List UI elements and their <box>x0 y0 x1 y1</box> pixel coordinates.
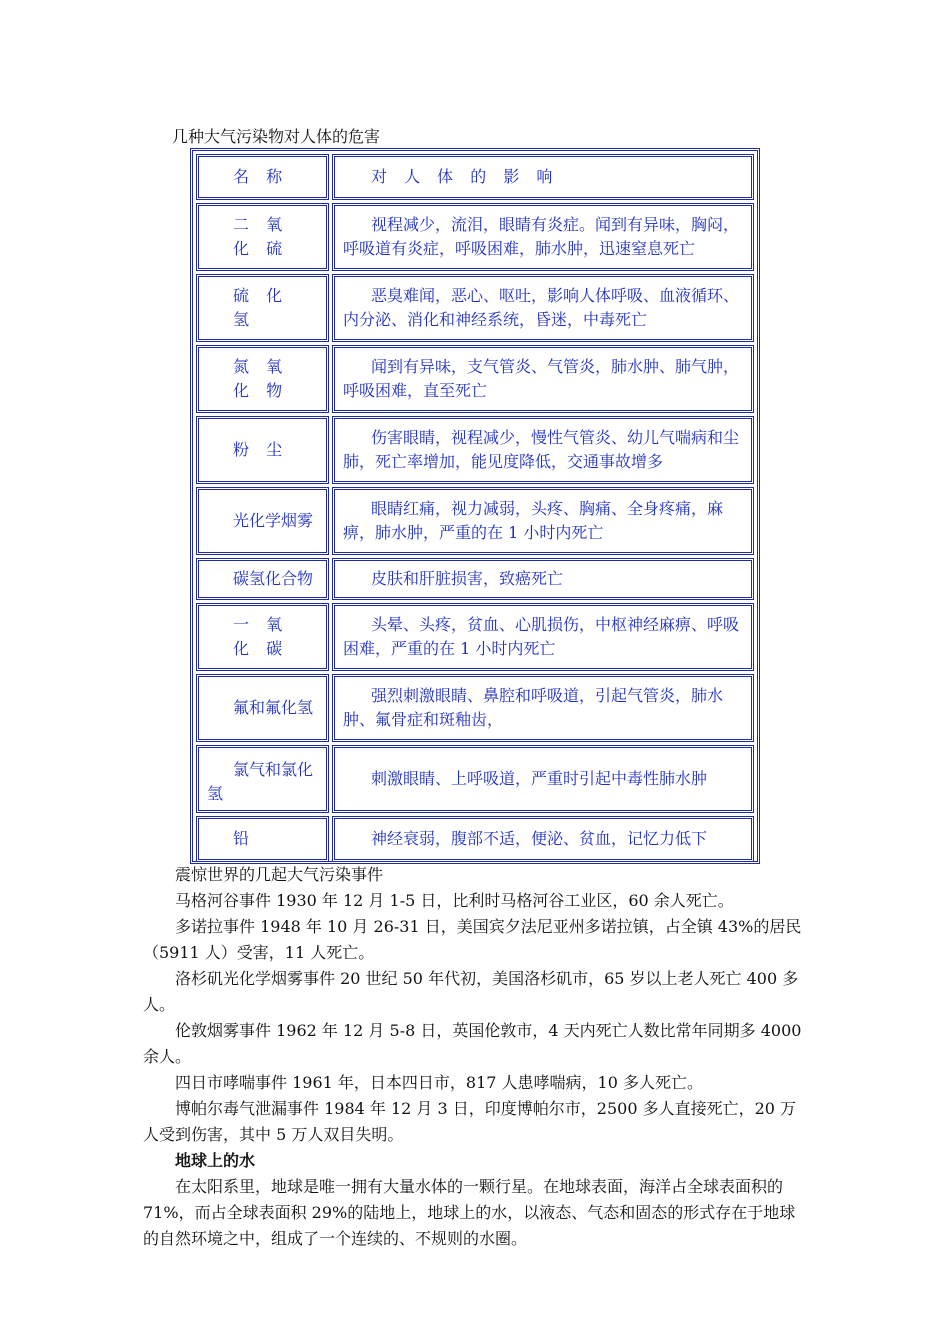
pollutant-name: 氟和氟化氢 <box>196 674 329 742</box>
events-heading: 震惊世界的几起大气污染事件 <box>175 865 384 884</box>
table-row <box>196 274 754 342</box>
event-item: 四日市哮喘事件 1961 年，日本四日市，817 人患哮喘病，10 多人死亡。 <box>175 1073 703 1092</box>
pollutant-effect: 强烈刺激眼睛、鼻腔和呼吸道，引起气管炎，肺水肿、氟骨症和斑釉齿， <box>332 674 754 742</box>
water-heading: 地球上的水 <box>175 1151 256 1170</box>
pollutant-name: 氮 氧 化 物 <box>196 345 329 413</box>
event-item: 伦敦烟雾事件 1962 年 12 月 5-8 日，英国伦敦市，4 天内死亡人数比常年同期多 4000 余人。 <box>143 1021 802 1066</box>
table-row <box>196 674 754 742</box>
pollutant-effect: 神经衰弱，腹部不适，便泌、贫血，记忆力低下 <box>332 816 754 862</box>
pollutant-name: 一 氧 化 碳 <box>196 603 329 671</box>
pollutant-table <box>190 148 760 864</box>
pollutant-effect: 伤害眼睛，视程减少，慢性气管炎、幼儿气喘病和尘肺，死亡率增加，能见度降低，交通事故增多 <box>332 416 754 484</box>
table-row <box>196 345 754 413</box>
table-row <box>196 203 754 271</box>
table-caption: 几种大气污染物对人体的危害 <box>172 127 381 146</box>
pollutant-effect: 视程减少，流泪，眼睛有炎症。闻到有异味，胸闷，呼吸道有炎症，呼吸困难，肺水肿，迅速窒息死亡 <box>332 203 754 271</box>
header-name-cell: 名 称 <box>196 154 329 200</box>
pollutant-name: 粉 尘 <box>196 416 329 484</box>
table-row <box>196 816 754 862</box>
pollutant-effect: 眼睛红痛，视力减弱，头疼、胸痛、全身疼痛，麻痹，肺水肿，严重的在 1 小时内死亡 <box>332 487 754 555</box>
pollutant-effect: 刺激眼睛、上呼吸道，严重时引起中毒性肺水肿 <box>332 745 754 813</box>
pollutant-effect: 皮肤和肝脏损害，致癌死亡 <box>332 558 754 600</box>
header-effect-cell: 对 人 体 的 影 响 <box>332 154 754 200</box>
event-item: 多诺拉事件 1948 年 10 月 26-31 日，美国宾夕法尼亚州多诺拉镇，占全镇 43%的居民（5911 人）受害，11 人死亡。 <box>143 917 802 962</box>
pollutant-effect: 头晕、头疼，贫血、心肌损伤，中枢神经麻痹、呼吸困难，严重的在 1 小时内死亡 <box>332 603 754 671</box>
table-row <box>196 487 754 555</box>
table-header-row <box>196 154 754 200</box>
pollutant-name: 铅 <box>196 816 329 862</box>
pollutant-name: 硫 化 氢 <box>196 274 329 342</box>
table-row <box>196 603 754 671</box>
pollutant-name: 光化学烟雾 <box>196 487 329 555</box>
pollutant-effect: 恶臭难闻，恶心、呕吐，影响人体呼吸、血液循环、内分泌、消化和神经系统，昏迷，中毒死亡 <box>332 274 754 342</box>
water-paragraph: 在太阳系里，地球是唯一拥有大量水体的一颗行星。在地球表面，海洋占全球表面积的 71%，而占全球表面积 29%的陆地上，地球上的水，以液态、气态和固态的形式存在于地球的自然环境之中，组成了一个连续的、不规则的水圈。 <box>143 1177 796 1248</box>
pollutant-effect: 闻到有异味，支气管炎、气管炎，肺水肿、肺气肿，呼吸困难，直至死亡 <box>332 345 754 413</box>
table-row <box>196 745 754 813</box>
event-item: 博帕尔毒气泄漏事件 1984 年 12 月 3 日，印度博帕尔市，2500 多人直接死亡，20 万人受到伤害，其中 5 万人双目失明。 <box>143 1099 797 1144</box>
article-body <box>143 862 808 1252</box>
table-row <box>196 416 754 484</box>
pollutant-name: 碳氢化合物 <box>196 558 329 600</box>
event-item: 洛杉矶光化学烟雾事件 20 世纪 50 年代初，美国洛杉矶市，65 岁以上老人死亡 400 多人。 <box>143 969 799 1014</box>
table-row <box>196 558 754 600</box>
event-item: 马格河谷事件 1930 年 12 月 1-5 日，比利时马格河谷工业区，60 余人死亡。 <box>175 891 734 910</box>
pollutant-name: 氯气和氯化氢 <box>196 745 329 813</box>
pollutant-name: 二 氧 化 硫 <box>196 203 329 271</box>
